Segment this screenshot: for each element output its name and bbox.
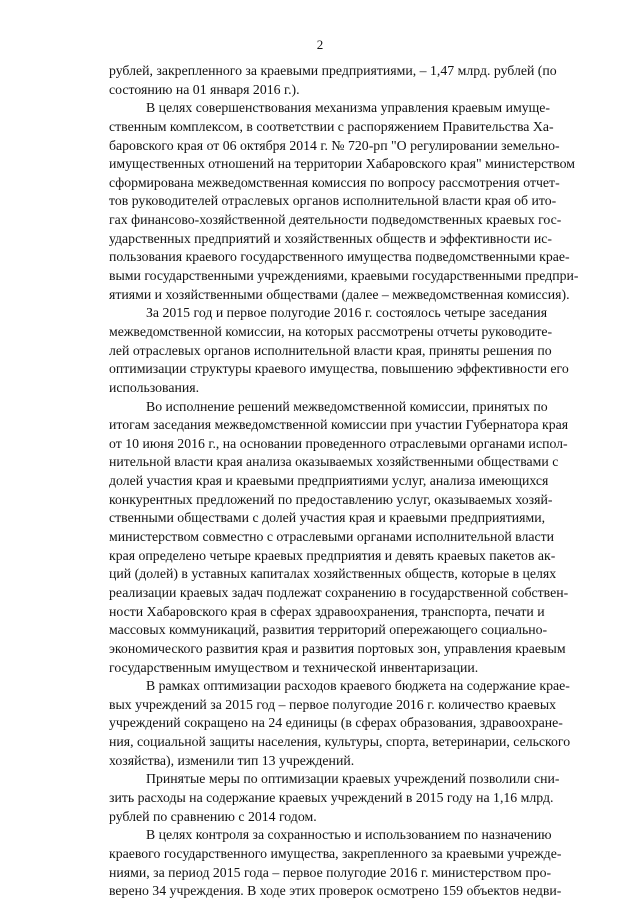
text-line: итогам заседания межведомственной комиссии при участии Губернатора края xyxy=(109,417,569,433)
paragraph xyxy=(109,99,579,304)
text-line: сформирована межведомственная комиссия по вопросу рассмотрения отчет- xyxy=(109,174,560,190)
text-line: В рамках оптимизации расходов краевого бюджета на содержание крае- xyxy=(146,678,570,694)
text-line: края определено четыре краевых предприятия и девять краевых пакетов ак- xyxy=(109,547,556,563)
text-line: экономического развития края и развития портовых зон, управления краевым xyxy=(109,640,566,656)
text-line: зить расходы на содержание краевых учреждений в 2015 году на 1,16 млрд. xyxy=(109,789,554,805)
text-line: ственным комплексом, в соответствии с распоряжением Правительства Ха- xyxy=(109,118,554,134)
paragraph xyxy=(109,304,569,397)
text-line: тов руководителей отраслевых органов исполнительной власти края об ито- xyxy=(109,193,557,209)
text-line: учреждений сокращено на 24 единицы (в сферах образования, здравоохране- xyxy=(109,715,563,731)
text-line: имущественных отношений на территории Хабаровского края" министерством xyxy=(109,156,576,172)
text-line: Принятые меры по оптимизации краевых учреждений позволили сни- xyxy=(146,771,560,787)
text-line: межведомственной комиссии, на которых рассмотрены отчеты руководите- xyxy=(109,323,553,339)
text-line: ния, социальной защиты населения, культуры, спорта, ветеринарии, сельского xyxy=(109,734,571,750)
text-line: пользования краевого государственного имущества подведомственными крае- xyxy=(109,249,570,265)
text-line: лей отраслевых органов исполнительной власти края, приняты решения по xyxy=(109,342,552,358)
text-line: В целях совершенствования механизма управления краевым имуще- xyxy=(146,100,550,116)
text-line: краевого государственного имущества, закрепленного за краевыми учрежде- xyxy=(109,845,562,861)
text-line: баровского края от 06 октября 2014 г. № 720-рп "О регулировании земельно- xyxy=(109,137,560,153)
text-line: долей участия края и краевыми предприятиями услуг, анализа имеющихся xyxy=(109,473,549,489)
paragraph xyxy=(109,770,560,826)
text-line: массовых коммуникаций, развития территорий опережающего социально- xyxy=(109,622,548,638)
text-line: рублей по сравнению с 2014 годом. xyxy=(109,808,317,824)
page-number: 2 xyxy=(316,37,324,52)
text-line: нительной власти края анализа оказываемых хозяйственными обществами с xyxy=(109,454,559,470)
text-line: конкурентных предложений по предоставлению услуг, оказываемых хозяй- xyxy=(109,491,553,507)
text-line: ций (долей) в уставных капиталах хозяйственных обществ, которые в целях xyxy=(109,566,557,582)
text-line: Во исполнение решений межведомственной комиссии, принятых по xyxy=(146,398,548,414)
text-line: оптимизации структуры краевого имущества, повышению эффективности его xyxy=(109,361,569,377)
text-line: гах финансово-хозяйственной деятельности подведомственных краевых гос- xyxy=(109,212,562,228)
text-line: ственными обществами с долей участия края и краевыми предприятиями, xyxy=(109,510,546,526)
text-line: использования. xyxy=(109,379,200,395)
text-line: реализации краевых задач подлежат сохранению в государственной собствен- xyxy=(109,584,569,600)
text-line: выми государственными учреждениями, краевыми государственными предпри- xyxy=(109,268,579,284)
text-line: рублей, закрепленного за краевыми предприятиями, – 1,47 млрд. рублей (по xyxy=(109,63,557,78)
text-line: состоянию на 01 января 2016 г.). xyxy=(109,81,300,97)
paragraph xyxy=(109,62,557,99)
text-line: вых учреждений за 2015 год – первое полугодие 2016 г. количество краевых xyxy=(109,696,556,712)
paragraph xyxy=(109,677,571,770)
text-line: За 2015 год и первое полугодие 2016 г. состоялось четыре заседания xyxy=(146,305,548,321)
text-line: хозяйства), изменили тип 13 учреждений. xyxy=(109,752,355,768)
paragraph xyxy=(109,398,569,678)
text-line: верено 34 учреждения. В ходе этих проверок осмотрено 159 объектов недви- xyxy=(109,883,562,899)
text-line: государственным имуществом и технической инвентаризации. xyxy=(109,659,479,675)
text-line: ударственных предприятий и хозяйственных обществ и эффективности ис- xyxy=(109,230,552,246)
text-line: от 10 июня 2016 г., на основании проведенного отраслевыми органами испол- xyxy=(109,435,568,451)
document-body xyxy=(109,62,579,901)
text-line: В целях контроля за сохранностью и использованием по назначению xyxy=(146,827,552,843)
text-line: ниями, за период 2015 года – первое полугодие 2016 г. министерством про- xyxy=(109,864,552,880)
text-line: ности Хабаровского края в сферах здравоохранения, транспорта, печати и xyxy=(109,603,545,619)
text-line: министерством совместно с отраслевыми органами исполнительной власти xyxy=(109,529,555,545)
text-line: ятиями и хозяйственными обществами (далее – межведомственная комиссия). xyxy=(109,286,570,302)
paragraph xyxy=(109,826,562,901)
